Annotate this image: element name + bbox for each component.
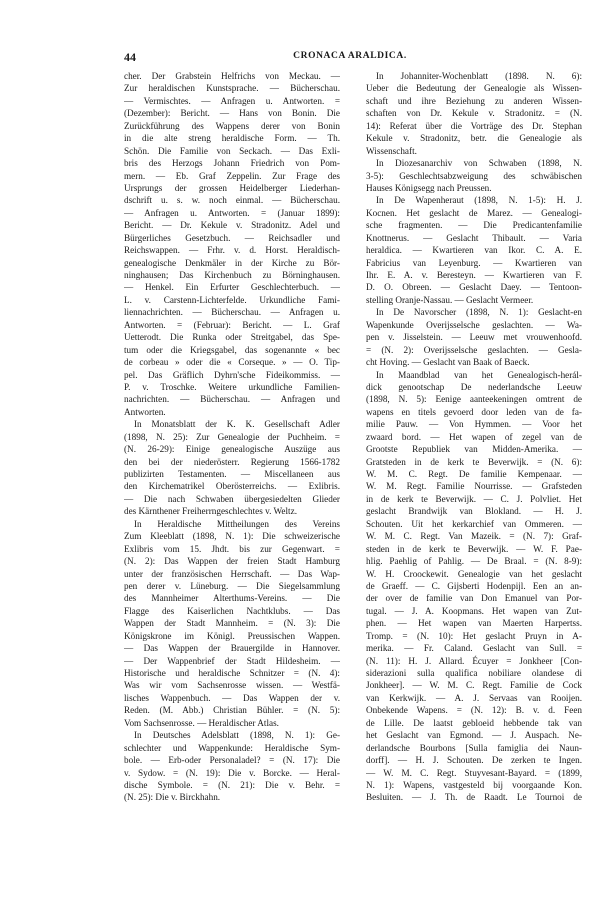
text-line: Besluiten. — J. Th. de Raadt. Le Tournoi de <box>366 792 582 803</box>
text-line: de Lille. De laatst gebloeid hebbende tak van <box>366 717 582 728</box>
text-line: Ueber die Bedeutung der Genealogie als Wissen- <box>366 83 582 94</box>
text-line: dische Symbole. = (N. 21): Die v. Behr. = <box>124 779 340 790</box>
text-line: Zurückführung des Wappens derer von Bonin <box>124 120 340 131</box>
text-line: W. H. Croockewit. Genealogie van het geslacht <box>366 568 582 579</box>
text-line: v. Sydow. = (N. 19): Die v. Borcke. — Heral- <box>124 767 340 778</box>
text-line: Schouten. Uit het kerkarchief van Ommeren. — <box>366 518 582 529</box>
text-line: In De Wapenheraut (1898, N. 1-5): H. J. <box>376 195 582 206</box>
text-line: Was wir vom Sachsenrosse wissen. — Westfä- <box>124 680 340 691</box>
text-line: In Heraldische Mittheilungen des Vereins <box>134 518 340 529</box>
text-line: D. O. Obreen. — Geslacht Daey. — Tentoon- <box>366 282 582 293</box>
text-line: — Das Wappen der Brauergilde in Hannover. <box>124 643 340 654</box>
text-line: Hauses Königsegg nach Preussen. <box>366 182 492 193</box>
text-line: phen. — Het wapen van Maerten Harpertss. <box>366 618 582 629</box>
text-line: hlig. Paehlig of Pahlig. — De Braal. = (N. 8-9): <box>366 556 582 567</box>
text-line: Exlibris vom 15. Jhdt. bis zur Gegenwart. = <box>124 543 340 554</box>
text-line: Zum Kleeblatt (1898, N. 1): Die schweizerische <box>124 531 340 542</box>
text-line: L. v. Carstenn-Lichterfelde. Urkundliche Fami- <box>124 294 340 305</box>
text-line: wapens en titels gevoerd door leden van de fa- <box>366 406 582 417</box>
text-line: — Henkel. Ein Erfurter Geschlechterbuch. — <box>124 282 340 293</box>
text-line: ninghausen; Das Kirchenbuch zu Börninghausen. <box>124 270 340 280</box>
text-line: W. M. C. Regt. De familie Kempenaar. — <box>366 469 582 479</box>
text-line: — Anfragen u. Antworten. = (Januar 1899): <box>124 207 340 218</box>
text-line: Ihr. E. A. v. Beresteyn. — Kwartieren van F. <box>366 270 582 280</box>
text-line: Tromp. = (N. 10): Het geslacht Pruyn in A- <box>366 630 582 641</box>
text-line: in die alte streng heraldische Form. — Th. <box>124 133 340 144</box>
text-line: schlechter und Wappenkunde: Heraldische Sym- <box>124 742 340 753</box>
text-line: Jonkheer]. — W. M. C. Regt. Familie de Cock <box>366 680 582 691</box>
running-title: CRONACA ARALDICA. <box>293 51 407 61</box>
text-line: des Kärnthener Freiherrngeschlechtes v. Weltz. <box>124 506 297 517</box>
text-line: Kocnen. Het geslacht de Marez. — Genealogi- <box>366 207 582 218</box>
text-line: in de kerk te Beverwijk. — C. J. Polvliet. Het <box>366 493 582 504</box>
text-line: (N. 11): H. J. Allard. Écuyer = Jonkheer [Con- <box>366 655 582 666</box>
text-line: cher. Der Grabstein Helfrichs von Meckau. — <box>124 71 340 81</box>
text-line: bole. — Erb-oder Personaladel? = (N. 17): Die <box>124 755 340 766</box>
text-line: P. v. Troschke. Weitere urkundliche Familien- <box>124 381 340 392</box>
text-line: 3-5): Geschlechtsabzweigung des schwäbischen <box>366 170 582 181</box>
text-line: tugal. — J. A. Koopmans. Het wapen van Zut- <box>366 605 582 616</box>
text-line: lisches Wappenbuch. — Das Wappen der v. <box>124 692 340 703</box>
text-line: steden in de kerk te Beverwijk. — W. F. Pae- <box>366 543 582 554</box>
text-line: Grootste Republiek van Midden-Amerika. — <box>366 444 582 455</box>
text-line: Historische und heraldische Schnitzer = (N. 4): <box>124 668 340 678</box>
text-line: milie Pauw. — Von Hymmen. — Voor het <box>366 419 582 430</box>
text-line: Antworten. <box>124 406 166 417</box>
text-line: tum oder die Kriegsgabel, das sogenannte « bec <box>124 344 340 355</box>
text-line: geslacht Brandwijk van Blokland. — H. J. <box>366 506 582 517</box>
text-line: van Kerkwijk. — A. J. Servaas van Rooijen. <box>366 692 582 703</box>
text-line: Zur heraldischen Kunstsprache. — Bücherschau. <box>124 83 340 94</box>
text-line: (Dezember): Bericht. — Hans von Bonin. Die <box>124 108 340 119</box>
left-column <box>124 70 340 804</box>
text-line: nachrichten. — Bücherschau. — Anfragen und <box>124 394 340 405</box>
text-line: In Maandblad van het Genealogisch-herál- <box>376 369 582 380</box>
text-line: W. M. Regt. Familie Nourrisse. — Grafsteden <box>366 481 582 492</box>
text-line: In Diozesanarchiv von Schwaben (1898, N. <box>376 158 582 169</box>
text-line: derlandsche Bourbons [Sulla famiglia dei Naun- <box>366 742 582 753</box>
text-line: W. M. C. Regt. Van Mazeik. = (N. 7): Graf- <box>366 531 582 542</box>
text-line: heraldica. — Kwartieren van Ikor. C. A. E. <box>366 245 582 256</box>
text-line: sche fragmenten. — Die Predicantenfamilie <box>366 220 582 231</box>
text-line: In Monatsblatt der K. K. Gesellschaft Adler <box>134 419 340 430</box>
text-line: de corbeau » oder die « Corseque. » — O. Tip- <box>124 357 340 368</box>
text-line: dschrift u. s. w. noch einmal. — Bücherschau. <box>124 195 340 206</box>
text-line: Wissenschaft. <box>366 145 417 156</box>
text-line: dorff]. — H. J. Schouten. De zerken te Ingen. <box>366 755 582 766</box>
text-line: Königskrone im Königl. Preussischen Wappen. <box>124 630 340 641</box>
text-line: cht Hoving. — Geslacht van Baak of Baeck. <box>366 357 530 368</box>
text-line: Vom Sachsenrosse. — Heraldischer Atlas. <box>124 717 279 728</box>
text-line: (1898, N. 25): Zur Genealogie der Puchheim. = <box>124 431 340 442</box>
text-line: den bei der niederösterr. Regierung 1566-1782 <box>124 456 340 467</box>
text-line: Knottnerus. — Geslacht Thibault. — Varia <box>366 232 582 243</box>
text-line: Wapenkunde Overijsselsche geslachten. — Wa- <box>366 319 582 330</box>
page-header <box>124 50 576 66</box>
text-line: 14): Referat über die Vorträge des Dr. Stephan <box>366 120 582 131</box>
text-line: In Johanniter-Wochenblatt (1898. N. 6): <box>376 71 582 81</box>
text-line: Schön. Die Familie von Seckach. — Das Exli- <box>124 145 340 156</box>
text-line: Fabricius van Leyenburg. — Kwartieren van <box>366 257 582 268</box>
text-line: het Geslacht van Egmond. — J. Auspach. Ne- <box>366 730 582 741</box>
text-line: In De Navorscher (1898, N. 1): Geslacht-en <box>376 307 582 318</box>
text-line: de Graeff. — C. Gijsberti Hodenpijl. Een an an- <box>366 580 582 591</box>
text-line: liennachrichten. — Bücherschau. — Anfragen u. <box>124 307 340 318</box>
text-line: der over de familie van Don Emanuel van Por- <box>366 593 582 604</box>
text-line: Onbekende Wapens. = (N. 12): B. v. d. Feen <box>366 705 582 716</box>
text-line: Reden. (M. Abb.) Christian Bühler. = (N. 5): <box>124 705 340 716</box>
text-line: Gratsteden in de kerk te Beverwijk. = (N. 6): <box>366 456 582 467</box>
text-line: pen derer v. Lüneburg. — Die Siegelsammlung <box>124 580 340 591</box>
text-line: pen v. Jisselstein. — Leeuw met vrouwenhoofd. <box>366 332 582 343</box>
text-line: Uetterodt. Die Runka oder Streitgabel, das Spe- <box>124 332 340 343</box>
text-line: genealogische Denkmäler in der Kirche zu Bör- <box>124 257 340 268</box>
text-line: den Kirchematrikel Oberösterreichs. — Exlibris. <box>124 481 340 492</box>
text-line: Bericht. — Dr. Kekule v. Stradonitz. Adel und <box>124 220 340 231</box>
text-line: mern. — Eb. Graf Zeppelin. Zur Frage des <box>124 170 340 181</box>
text-line: stelling Oranje-Nassau. — Geslacht Vermeer. <box>366 294 534 305</box>
text-line: zwaard bord. — Het wapen of zegel van de <box>366 431 582 442</box>
text-line: Kekule v. Stradonitz, betr. die Genealogie als <box>366 133 582 144</box>
text-line: siderazioni sulla qualifica nobiliare olandese di <box>366 668 582 678</box>
text-line: (N. 2): Das Wappen der freien Stadt Hamburg <box>124 556 340 567</box>
page-number: 44 <box>124 50 136 64</box>
text-line: (N. 26-29): Einige genealogische Auszüge aus <box>124 444 340 455</box>
text-line: Antworten. = (Februar): Bericht. — L. Graf <box>124 319 340 330</box>
text-line: — Vermischtes. — Anfragen u. Antworten. = <box>124 95 340 106</box>
text-line: unter der französischen Herrschaft. — Das Wap- <box>124 568 340 579</box>
text-line: Ursprungs der grossen Heidelberger Liederhan- <box>124 182 340 193</box>
text-line: — Die nach Schwaben übergesiedelten Glieder <box>124 493 340 504</box>
text-line: N. 1): Wapens, vastgesteld bij voorgaande Kon. <box>366 779 582 790</box>
text-line: — Der Wappenbrief der Stadt Hildesheim. — <box>124 655 340 666</box>
right-column <box>366 70 582 804</box>
text-line: des Mannheimer Alterthums-Vereins. — Die <box>124 593 340 604</box>
text-line: Wappen der Stadt Mannheim. = (N. 3): Die <box>124 618 340 629</box>
text-line: schaft und ihre Beziehung zu anderen Wissen- <box>366 95 582 106</box>
text-line: (N. 25): Die v. Birckhahn. <box>124 792 221 803</box>
text-line: In Deutsches Adelsblatt (1898, N. 1): Ge- <box>134 730 340 741</box>
text-line: dick genootschap De nederlandsche Leeuw <box>366 381 582 392</box>
text-line: publizirten Testamenten. — Miscellaneen aus <box>124 469 340 479</box>
text-line: bris des Herzogs Johann Friedrich von Pom- <box>124 158 340 169</box>
text-line: Flagge des Kaiserlichen Nachtklubs. — Das <box>124 605 340 616</box>
text-line: Reichswappen. — Frhr. v. d. Horst. Heraldisch- <box>124 245 340 256</box>
text-line: — W. M. C. Regt. Stuyvesant-Bayard. = (1899, <box>366 767 582 778</box>
text-line: pel. Das Gräflich Dyhrn'sche Fideikommiss. — <box>124 369 340 380</box>
text-line: merika. — Fr. Caland. Geslacht van Sull. = <box>366 643 582 654</box>
text-line: (1898, N. 5): Eenige aanteekeningen omtrent de <box>366 394 582 405</box>
text-line: = (N. 2): Overijsselsche geslachten. — Gesla- <box>366 344 582 355</box>
text-line: Bürgerliches Gesetzbuch. — Reichsadler und <box>124 232 340 243</box>
text-line: schaften von Dr. Kekule v. Stradonitz. = (N. <box>366 108 582 119</box>
